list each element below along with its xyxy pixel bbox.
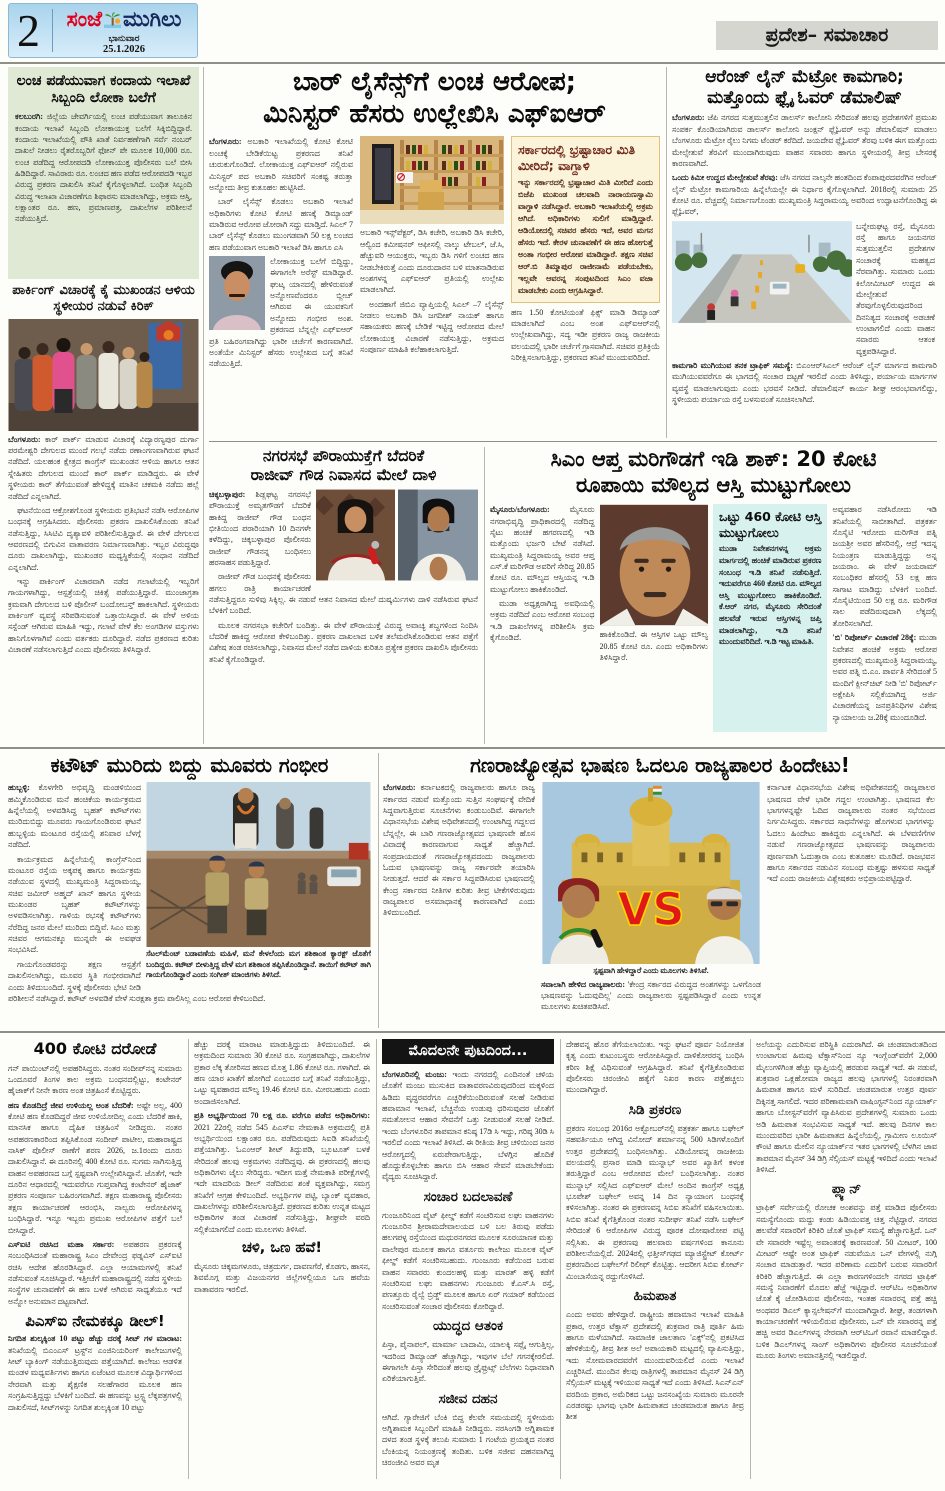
article-text: ದೇಹವನ್ನ ಹೊರ ತೆಗೆಯಲಾಯಿತು. ಇನ್ನು ಘಟನೆ ಪೂರ್ವ ನಿಯೋಜಿತ ಕೃತ್ಯ ಎಂದು ಕುಟುಂಬಸ್ಥರು ಆರೋಪಿಸಿದ್ದಾರೆ. ದಾಳಿಕೋರರನ್ನ ಬಂಧಿಸಿ ಕಠಿಣ ಶಿಕ್ಷೆ ವಿಧಿಸುವಂತೆ ಆಗ್ರಹಿಸಿದ್ದಾರೆ. ತನಿಖೆ ಕೈಗೆತ್ತಿಕೊಂಡಿರುವ ಪೊಲೀಸರು ಚಿರಂಜೀವಿ ಹತ್ಯೆಗೆ ನಿಖರ ಕಾರಣ ಪತ್ತೆಹಚ್ಚಲು ಮುಂದಾಗಿದ್ದಾರೆ. — [566, 1040, 744, 1095]
article-headline-line2: ಮತ್ತೊಂದು ಫ್ಲೈ ಓವರ್ ಡೆಮಾಲಿಷ್ — [707, 87, 902, 108]
governor-vs-cm-photo — [541, 782, 761, 964]
cutout-scene-photo — [146, 782, 371, 947]
article-text: ಆಗಿದೆ. ಗ್ಯಾರೇಜಿಗೆ ಬೆಂಕಿ ಬಿದ್ದ ಕೆಲವೇ ಸಮಯದಲ್ಲಿ ಸ್ಥಳೀಯರು ಅಗ್ನಿಶಾಮಕ ಸಿಬ್ಬಂದಿಗೆ ಮಾಹಿತಿ ನೀಡಿದ್ದರು. ನರಸಿಂಗಡಿ ಅಗ್ನಿಶಾಮಕ ದಳದ ತಂಡ ಸ್ಥಳಕ್ಕೆ ತಲುಪಿ ಸುಮಾರು 1 ಗಂಟೆಯ ಪ್ರಯತ್ನದ ನಂತರ ಬೆಂಕಿಯನ್ನ ನಿಯಂತ್ರಣಕ್ಕೆ ತಂದಿತು. ಬಳಿಕ ಸಜೀವ ದಹನವಾಗಿದ್ದ ಚಿರಂಜೀವಿ ಅವರ ಮೃತ — [382, 1412, 554, 1468]
article-text: ಹೆಚ್ಚು ದರಕ್ಕೆ ಮಾರಾಟ ಮಾಡುತ್ತಿದ್ದುದು ತಿಳಿದುಬಂದಿದೆ. ಈ ಅಕ್ರಮದಿಂದ ಸುಮಾರು 30 ಕೋಟಿ ರೂ. ಸಂಗ್ರಹವಾಗಿದ್ದು, ದಾಖಲೆಗಳ ಪ್ರಕಾರ ಲೆಕ್ಕ ತೋರಿಸದ ಹಣದ ಮೊತ್ತ 1.86 ಕೋಟಿ ರೂ. ಗಳಾಗಿದೆ. ಈ ಹಣ ಯಾರ ಖಾತೆಗೆ ಹೋಗಿದೆ ಎಂಬುದರ ಬಗ್ಗೆ ತನಿಖೆ ನಡೆಯುತ್ತಿದ್ದು, ಒಟ್ಟು ವ್ಯವಹಾರದ ಮೌಲ್ಯ 19.46 ಕೋಟಿ ರೂ. ಮೀರಬಹುದು ಎಂದು ಅಂದಾಜಿಸಲಾಗಿದೆ. — [194, 1040, 370, 1106]
article-text: 2021 22ರಲ್ಲಿ ನಡೆದ 545 ಪಿಎಸ್ಐ ನೇಮಕಾತಿ ಅಕ್ರಮದಲ್ಲಿ ಪ್ರತಿ ಅಭ್ಯರ್ಥಿಯಿಂದ ಲಕ್ಷಾಂತರ ರೂ. ಪಡೆದಿರುವುದು ಸಿಐಡಿ ತನಿಖೆಯಲ್ಲಿ ಪತ್ತೆಯಾಗಿತ್ತು. ಓಎಂಆರ್ ಶೀಟ್ ತಿದ್ದುಪಡಿ, ಬ್ಲೂಟೂತ್ ಬಳಕೆ ಸೇರಿದಂತೆ ಹಲವು ಅಕ್ರಮಗಳು ನಡೆದಿದ್ದವು. ಈ ಪ್ರಕರಣದಲ್ಲಿ ಹಲವು ಅಧಿಕಾರಿಗಳು ಜೈಲು ಸೇರಿದ್ದರು. ಇದೀಗ ಮತ್ತೆ ನೇಮಕಾತಿ ಪರೀಕ್ಷೆಗಳಲ್ಲಿ ಇದೇ ಮಾದರಿಯ ಡೀಲ್ ನಡೆದಿರುವ ಶಂಕೆ ವ್ಯಕ್ತವಾಗಿದ್ದು, ಸಮಗ್ರ ತನಿಖೆಗೆ ಆಗ್ರಹ ಕೇಳಿಬಂದಿದೆ. ಅಭ್ಯರ್ಥಿಗಳ ಪಟ್ಟಿ, ಬ್ಯಾಂಕ್ ವ್ಯವಹಾರ, ದಾಖಲೆಗಳನ್ನು ಪರಿಶೀಲಿಸಲಾಗುತ್ತಿದೆ. ಪ್ರಕರಣದ ಕುರಿತು ಉನ್ನತ ಮಟ್ಟದ ಅಧಿಕಾರಿಗಳ ತಂಡ ವಿಚಾರಣೆ ನಡೆಸುತ್ತಿದ್ದು, ಶೀಘ್ರವೇ ವರದಿ ಸಲ್ಲಿಕೆಯಾಗಲಿದೆ ಎಂದು ಮೂಲಗಳು ತಿಳಿಸಿವೆ. — [194, 1122, 370, 1234]
article-headline-line1: ಬಾರ್ ಲೈಸೆನ್ಸ್‌ಗೆ ಲಂಚ ಆರೋಪ; — [292, 67, 577, 97]
article-text: ಹಣ 1.50 ಕೋಟಿಯಂತೆ ಫಿಕ್ಸ್ ಮಾಡಿ ಡಿಮ್ಯಾಂಡ್ ಮಾಡಲಾಗಿದೆ ಎಂಬ ಅಂಶ ಎಫ್‌ಐಆರ್‌ನಲ್ಲಿ ಉಲ್ಲೇಖವಾಗಿದ್ದು, ಸದ್ಯ ಇಡೀ ಪ್ರಕರಣ ರಾಜ್ಯ ರಾಜಕೀಯ ವಲಯದಲ್ಲಿ ಭಾರೀ ಚರ್ಚೆಗೆ ಗ್ರಾಸವಾಗಿದೆ. ಸಚಿವರ ಪ್ರತಿಕ್ರಿಯೆ ನಿರೀಕ್ಷಿಸಲಾಗುತ್ತಿದ್ದು, ಪ್ರಕರಣದ ತನಿಖೆ ಮುಂದುವರಿದಿದೆ. — [511, 307, 660, 363]
article-text: ಎಂದು ಅವರು ಹೇಳಿದ್ದಾರೆ. ರಾಷ್ಟ್ರೀಯ ಹವಾಮಾನ ಇಲಾಖೆ ಮಾಹಿತಿ ಪ್ರಕಾರ, ಉತ್ತರ ಟೆಕ್ಸಾಸ್ ಪ್ರದೇಶದಲ್ಲಿ ಶುಕ್ರವಾರ ರಾತ್ರಿ ಪೂರ್ತಿ ಹಿಮ ಹಾಗೂ ಮಳೆಯಾಗಿದೆ. ಸಾಮಾಜಿಕ ಜಾಲತಾಣ 'ಎಕ್ಸ್'ನಲ್ಲಿ ಪ್ರಕಟಿಸಿದ ಹೇಳಿಕೆಯಲ್ಲಿ, ತೀವ್ರ ಶೀತ ಅಲೆ ಅಪಾಯಕಾರಿ ಮಟ್ಟದಲ್ಲಿ ವ್ಯಾಪಿಸುತ್ತಿದ್ದು, ಇದು ಸೋಮವಾರದವರೆಗೆ ಮುಂದುವರಿಯಲಿದೆ ಎಂದು ಇಲಾಖೆ ಎಚ್ಚರಿಸಿದೆ. ಮುಂದಿನ ಕೆಲವು ರಾತ್ರಿಗಳಲ್ಲಿ ತಾಪಮಾನ ಮೈನಸ್ 24 ಡಿಗ್ರಿ ಸೆಲ್ಸಿಯಸ್ ಮಟ್ಟಕ್ಕೆ ಇಳಿಯುವ ಸಾಧ್ಯತೆ ಇದೆ ಎಂದು ತಿಳಿಸಿದೆ. ಸಿಎನ್ಎನ್ ವರದಿಯ ಪ್ರಕಾರ, ಅಮೆರಿಕದ ಒಟ್ಟು ಜನಸಂಖ್ಯೆಯ ಸುಮಾರು ಮೂರನೇ ಎರಡರಷ್ಟು ಭಾಗವು ಭಾರೀ ಹಿಮಪಾತದ ಚಂಡಮಾರುತ ಹಾಗೂ ತೀವ್ರ ಶೀತ — [566, 1310, 744, 1422]
liquor-shop-photo — [360, 136, 504, 224]
column-divider — [560, 1039, 561, 1479]
sub-headline: ಹಿಮಪಾತ — [633, 1287, 677, 1304]
article-headline-line2: ರೂಪಾಯಿ ಮೌಲ್ಯದ ಆಸ್ತಿ ಮುಟ್ಟುಗೋಲು — [575, 472, 851, 497]
dateline: ಮೈಸೂರು/ಬೆಂಗಳೂರು: — [490, 505, 550, 515]
column-divider — [188, 1039, 189, 1479]
edition-date: 25.1.2026 — [103, 43, 145, 55]
article-text: ಕಾರ್ ಪಾರ್ಕ್ ಮಾಡುವ ವಿಚಾರಕ್ಕೆ ವಿದ್ಯಾರಣ್ಯಪುರ ದುರ್ಗಾ ಪರಮೇಶ್ವರಿ ದೇಗುಲದ ಮುಂದೆ ಗಲಭೆ ನಡೆದು ರಣಾಂಗಣವಾಗಿರುವ ಘಟನೆ ನಡೆದಿದೆ. ಯಲಹಂಕ ಕ್ಷೇತ್ರದ ಕಾಂಗ್ರೆಸ್ ಮುಖಂಡನ ಆಳಿಯ ಹಾಗೂ ಆತನ ಸ್ನೇಹಿತರು ದೇಗುಲದ ಮುಂದೆ ಕಾರ್ ಪಾರ್ಕ್ ಮಾಡಿದ್ದರು. ಈ ವೇಳೆ ಸ್ಥಳೀಯರು ಕಾರ್ ತೆಗೆಯುವಂತೆ ಹೇಳಿದ್ದಕ್ಕೆ ಮಾತಿನ ಚಕಮಕಿ ನಡೆದು ಹಲ್ಲೆ ನಡೆದಿದೆ ಎನ್ನಲಾಗಿದೆ. — [8, 434, 199, 501]
highlight-box — [511, 136, 660, 302]
story-column — [383, 782, 535, 1020]
story-column — [360, 136, 504, 426]
article-headline: ಚಳಿ, ಒಣ ಹವೆ! — [242, 1240, 322, 1257]
masthead — [8, 3, 198, 58]
sub-headline: ಸಂಚಾರ ಬದಲಾವಣೆ — [423, 1188, 513, 1205]
article-text: ಘಟನೆಯಿಂದ ಆಕ್ರೋಶಗೊಂಡ ಸ್ಥಳೀಯರು ಪ್ರತಿಭಟನೆ ನಡೆಸಿ ಆರೋಪಿಗಳ ಬಂಧನಕ್ಕೆ ಆಗ್ರಹಿಸಿದರು. ಪೊಲೀಸರು ಪ್ರಕರಣ ದಾಖಲಿಸಿಕೊಂಡು ತನಿಖೆ ನಡೆಸುತ್ತಿದ್ದು, ಸಿಸಿಟಿವಿ ದೃಶ್ಯಾವಳಿ ಪರಿಶೀಲಿಸುತ್ತಿದ್ದಾರೆ. ಈ ವೇಳೆ ದೇಗುಲದ ಆವರಣದಲ್ಲಿ ಬಿಗುವಿನ ವಾತಾವರಣ ನಿರ್ಮಾಣವಾಗಿತ್ತು. ಇಬ್ಬರ ವಿರುದ್ಧವೂ ದೂರು ದಾಖಲಾಗಿದ್ದು, ಮುಖಂಡರ ಮಧ್ಯಸ್ಥಿಕೆಯಲ್ಲಿ ಸಂಧಾನ ನಡೆದಿದೆ ಎನ್ನಲಾಗಿದೆ. — [8, 505, 199, 572]
article-text: ಇಂದು ನಗರದಲ್ಲಿ ಎಂದಿನಂತೆ ಚಳಿಯ ಜೊತೆಗೆ ಮಂಜು ಮುಸುಕಿದ ವಾತಾವರಣವಿರುವುದರಿಂದ ಮಕ್ಕಳಿಂದ ಹಿಡಿದು ವೃದ್ಧರವರೆಗೂ ಎಚ್ಚರಿಕೆಯಿಂದಿರುವಂತೆ ಸಲಹೆ ನೀಡಿರುವ ಹವಾಮಾನ ಇಲಾಖೆ, ಬೆಚ್ಚನೆಯ ಉಡುಪು ಧರಿಸುವುದರ ಜೊತೆಗೆ ಸಮತೋಲನ ಆಹಾರ ಸೇವನೆಗೆ ಒತ್ತು ನೀಡುವಂತೆ ಸಲಹೆ ನೀಡಿದೆ. ಇಂದು ಬೆಂಗಳೂರಿನ ತಾಪಮಾನ ಕನಿಷ್ಠ 17ಡಿ ಸಿ ಇದ್ದು, ಗರಿಷ್ಠ 30ಡಿ ಸಿ ಇರಲಿದೆ ಎಂದು ಇಲಾಖೆ ತಿಳಿಸಿದೆ. ಈ ರೀತಿಯ ತೀವ್ರ ಚಳಿಯಿಂದ ಜನರ ಆರೋಗ್ಯದಲ್ಲಿ ಏರುಪೇರಾಗುತ್ತಿದ್ದು, ಬೆಳಗ್ಗಿನ ಹೊದಿಕೆ ಹೊದ್ದುಕೊಳ್ಳಬೇಕು ಹಾಗೂ ಬಿಸಿ ಆಹಾರ ಸೇವನೆ ಮಾಡಬೇಕೆಂದು ವೈದ್ಯರು ಸೂಚಿಸಿದ್ದಾರೆ. — [382, 1070, 554, 1182]
article-text: ಅಂದಹಾಗೆ ಜಿಬಿಎ ವ್ಯಾಪ್ತಿಯಲ್ಲಿ ಸಿಎಲ್ –7 ಲೈಸೆನ್ಸ್ ನೀಡಲು ಅಬಕಾರಿ ಡಿಸಿ ಜಗದೀಶ್ ನಾಯಕ್ ಹಾಗೂ ಸಹಾಯಕರು ಹಣಕ್ಕೆ ಬೇಡಿಕೆ ಇಟ್ಟಿದ್ದ ಆರೋಪದ ಮೇಲೆ ಲೋಕಾಯುಕ್ತ ವಿಚಾರಣೆ ನಡೆಸುತ್ತಿದ್ದು, ಅಕ್ರಮದ ಸಂಪೂರ್ಣ ಮಾಹಿತಿ ಕಲೆಹಾಕಲಾಗುತ್ತಿದೆ. — [360, 299, 504, 355]
palm-tree-icon — [104, 11, 121, 28]
bottom-column-3 — [382, 1039, 554, 1485]
article-text: ಲೋಕಾಯುಕ್ತ ಬಲೆಗೆ ಬಿದ್ದಿದ್ದು, ಈಗಾಗಲೇ ಅರೆಸ್ಟ್ ಮಾಡಿದ್ದಾರೆ. ಘುಟ್ಕ ಯಾನದಲ್ಲಿ ಹೇಳಿರುವಂತೆ ಅನ್ನೋಣವೆಂದರೂ ಬ್ಲೀಚ್ ಆಗಿರುವ ಈ ಯುವಕನಿಗೆ ಅನ್ನೋದು ಗಂಭೀರ ಅಂಶ. ಪ್ರಕರಣದ ಬೆನ್ನಲ್ಲೇ ಎಫ್‌ಐಆರ್ ಪ್ರತಿ ಬಹಿರಂಗವಾಗಿದ್ದು ಭಾರೀ ಚರ್ಚೆಗೆ ಕಾರಣವಾಗಿದೆ. ಅಂತೆಯೇ ಮಿನಿಸ್ಟರ್ ಹೆಸರು ಉಲ್ಲೇಖದ ಬಗ್ಗೆ ತನಿಖೆ ನಡೆಯುತ್ತಿದೆ. — [209, 257, 353, 369]
inline-subhead: ಹಣ ಕೊಡದಿದ್ರೆ ಜೀವ ಉಳಿಯಲ್ಲ ಅಂತ ಬೆದರಿಕೆ: — [8, 1100, 134, 1110]
article-text: ಜಿಲ್ಲೆಯ ಜೇವರ್ಗಿಯಲ್ಲಿ ಲಂಚ ಪಡೆಯುವಾಗ ತಾಲೂಕಿನ ಕಂದಾಯ ಇಲಾಖೆ ಸಿಬ್ಬಂದಿ ಲೋಕಾಯುಕ್ತ ಬಲೆಗೆ ಸಿಕ್ಕಿಬಿದ್ದಿದ್ದಾರೆ. ಕಂದಾಯ ಇಲಾಖೆಯಲ್ಲಿ ಪೌತಿ ಖಾತೆ ನಿರ್ವಹಣೆಗಾಗಿ ಸರ್ವೆ ನಂಬರ್ ದಾಖಲೆ ನೀಡಲು ರೈತರೊಬ್ಬರಿಗೆ ಫೋನ್ ಪೇ ಮೂಲಕ 10,000 ರೂ. ಲಂಚ ಪಡೆದಿದ್ದ ಆರೋಪದಡಿ ಲೋಕಾಯುಕ್ತ ಪೊಲೀಸರು ಬಲೆ ಬೀಸಿ ಹಿಡಿದಿದ್ದಾರೆ. ಸಾವಿರಾರು ರೂ. ಲಂಚದ ಹಣ ಪಡೆದ ಆರೋಪದಡಿ ಇಬ್ಬರ ವಿರುದ್ಧ ಪ್ರಕರಣ ದಾಖಲಿಸಿ ತನಿಖೆ ಕೈಗೊಳ್ಳಲಾಗಿದೆ. ಬಂಧಿತ ಸಿಬ್ಬಂದಿ ವಿರುದ್ಧ ಇಲಾಖಾ ವಿಚಾರಣೆಗೂ ಶಿಫಾರಸು ಮಾಡಲಾಗಿದ್ದು, ಅಕ್ರಮ ಆಸ್ತಿ, ಲಕ್ಷಾಂತರ ರೂ. ಹಣ, ಪ್ರಮಾಣಪತ್ರ, ದಾಖಲೆಗಳ ಪರಿಶೀಲನೆ ನಡೆಯುತ್ತಿದೆ. — [15, 112, 192, 224]
article-headline: ಲಂಚ ಪಡೆಯುವಾಗ ಕಂದಾಯ ಇಲಾಖೆ ಸಿಬ್ಬಂದಿ ಲೋಕಾ ಬಲೆಗೆ — [16, 73, 191, 107]
article-text: ಕೊಳಗೇರಿ ಅಭಿವೃದ್ಧಿ ಮಂಡಳಿಯಿಂದ ಹಮ್ಮಿಕೊಂಡಿರುವ ಮನೆ ಹಂಚಿಕೆಯ ಕಾರ್ಯಕ್ರಮದ ಹಿನ್ನೆಲೆಯಲ್ಲಿ ಅಳವಡಿಸಿದ್ದ ಬೃಹತ್ ಕಟೌಟ್‌ಗಳು ಮುರಿದುಬಿದ್ದು ಮೂವರು ಗಾಯಗೊಂಡಿರುವ ಘಟನೆ ಹುಬ್ಬಳ್ಳಿಯ ಮಂಟೂರ ರಸ್ತೆಯಲ್ಲಿ ಶನಿವಾರ ಬೆಳಗ್ಗೆ ನಡೆದಿದೆ. — [8, 783, 141, 850]
dateline: ಕಲಬುರಗಿ: — [15, 112, 44, 122]
parking-crowd-photo — [8, 319, 199, 431]
article-text: ಕರ್ನಾಟಕದಲ್ಲಿ ರಾಜ್ಯಪಾಲರು ಹಾಗೂ ರಾಜ್ಯ ಸರ್ಕಾರದ ನಡುವೆ ಮತ್ತೊಂದು ಸುತ್ತಿನ ಸಂಘರ್ಷಕ್ಕೆ ವೇದಿಕೆ ಸಿದ್ದವಾಗುತ್ತಿರುವ ಸೂಚನೆಗಳು ಕಂಡುಬಂದಿವೆ. ಈಗಾಗಲೇ ವಿಧಾನಸಭೆಯ ವಿಶೇಷ ಅಧಿವೇಶನದಲ್ಲಿ ಉಂಟಾಗಿದ್ದ ಗದ್ದಲದ ಬೆನ್ನಲ್ಲೇ, ಈ ಬಾರಿ ಗಣರಾಜ್ಯೋತ್ಸವದ ಭಾಷಣವೇ ಹೊಸ ವಿವಾದಕ್ಕೆ ಕಾರಣವಾಗುವ ಸಾಧ್ಯತೆ ಹೆಚ್ಚಾಗಿದೆ. ಸಂಪ್ರದಾಯದಂತೆ ಗಣರಾಜ್ಯೋತ್ಸವದಂದು ರಾಜ್ಯಪಾಲರು ಓದುವ ಭಾಷಣವನ್ನು ರಾಜ್ಯ ಸರ್ಕಾರವೇ ತಯಾರಿಸಿ ನೀಡುತ್ತದೆ. ಆದರೆ ಈ ಸರ್ಕಾರ ಸಿದ್ದಪಡಿಸಿರುವ ಭಾಷಣದಲ್ಲಿ ಕೇಂದ್ರ ಸರ್ಕಾರದ ನೀತಿಗಳ ಕುರಿತು ತೀವ್ರ ಟೀಕೆಗಳಿರುವುದು ರಾಜ್ಯಪಾಲರ ಅಸಮಾಧಾನಕ್ಕೆ ಕಾರಣವಾಗಿದೆ ಎಂದು ತಿಳಿದುಬಂದಿದೆ. — [383, 783, 535, 918]
article-text: ಜೆಸಿ ನಗರದ ನಾಲ್ಕನೇ ಹಂತದಿಂದ ಕೆಂಪಾಪುರದವರೆಗಿನ ಆರೆಂಜ್ ಲೈನ್ ಮೆಟ್ರೋ ಕಾಮಗಾರಿಯ ಹಿನ್ನೆಲೆಯಲ್ಲೇ ಈ ನಿರ್ಧಾರ ಕೈಗೊಳ್ಳಲಾಗಿದೆ. 2018ರಲ್ಲಿ ಸುಮಾರು 25 ಕೋಟಿ ರೂ. ವೆಚ್ಚದಲ್ಲಿ ನಿರ್ಮಾಣಗೊಂಡು ಮುಖ್ಯಮಂತ್ರಿ ಸಿದ್ದರಾಮಯ್ಯ ಅವರಿಂದ ಉದ್ಘಾಟನೆಗೊಂಡಿದ್ದ ಈ ಫ್ಲೈಓವರ್, — [672, 173, 937, 217]
inline-subhead: ಒಂದು ಕಿಮೀ ಉದ್ದದ ಮೇಲ್ಸೇತುವೆ ತೆರವು: — [672, 173, 778, 183]
article-text: ಜೆಪಿ ನಗರದ ಸುತ್ತಮುತ್ತಲಿನ ಡಾಲರ್ಸ್ ಕಾಲೋನಿ ಸೇರಿದಂತೆ ಹಲವು ಪ್ರದೇಶಗಳಿಗೆ ಪ್ರಮುಖ ಸಂಪರ್ಕ ಕೊಂಡಿಯಾಗಿರುವ ಡಾಲರ್ಸ್ ಕಾಲೋನಿ ಜಂಕ್ಷನ್ ಫ್ಲೈಓವರ್ ಅನ್ನು ಡೆಮಾಲಿಷನ್ ಮಾಡಲು ಬೆಂಗಳೂರು ಮೆಟ್ರೋ ರೈಲು ನಿಗಮ ಟೆಂಡರ್ ಕರೆದಿದೆ. ಜಯದೇವ ಫ್ಲೈಓವರ್ ತೆರವು ಬಳಿಕ ಈಗ ಮತ್ತೊಂದು ಮೇಲ್ಸೇತುವೆ ತೆರವಿಗೆ ಮುಂದಾಗಿರುವುದು ವಾಹನ ಸವಾರರು ಹಾಗೂ ಸ್ಥಳೀಯರಲ್ಲಿ ತೀವ್ರ ಬೇಸರಕ್ಕೆ ಕಾರಣವಾಗಿದೆ. — [672, 113, 937, 168]
story-column — [490, 504, 595, 732]
header-rule — [0, 62, 945, 64]
article-text: ರಾಜೀವ್ ಗೌಡ ಬಂಧನಕ್ಕೆ ಪೊಲೀಸರು ಹಗಲು ರಾತ್ರಿ ಕಾರ್ಯಾಚರಣೆ ನಡೆಸುತ್ತಿದ್ದರೂ ಸುಳಿವು ಸಿಕ್ಕಿಲ್ಲ. ಈ ನಡುವೆ ಆತನ ನಿವಾಸದ ಮೇಲೆ ದುಷ್ಕರ್ಮಿಗಳು ದಾಳಿ ನಡೆಸಿರುವ ಘಟನೆ ಬೆಳಕಿಗೆ ಬಂದಿದೆ. — [209, 572, 478, 616]
article-text: ಕಾರ್ಯಕ್ರಮದ ಹಿನ್ನೆಲೆಯಲ್ಲಿ ಕಾಂಗ್ರೆಸ್‌ನಿಂದ ಮಂಟೂರ ರಸ್ತೆಯ ಅಕ್ಕಪಕ್ಕ ಹಾಗೂ ಕಾರ್ಯಕ್ರಮ ನಡೆಯುವ ಸ್ಥಳದಲ್ಲಿ ಮುಖ್ಯಮಂತ್ರಿ ಸಿದ್ದರಾಮಯ್ಯ, ಸಚಿವ ಜಮೀರ್ ಅಹ್ಮದ್ ಖಾನ್ ಹಾಗೂ ಸ್ಥಳೀಯ ಮುಖಂಡರ ಬೃಹತ್ ಕಟೌಟ್‌ಗಳನ್ನು ಅಳವಡಿಸಲಾಗಿತ್ತು. ಗಾಳಿಯ ರಭಸಕ್ಕೆ ಕಟೌಟ್‌ಗಳು ನೆರೆದಿದ್ದ ಜನರ ಮೇಲೆ ಮುರಿದು ಬಿದ್ದಿವೆ. ಸಿಎಂ ಮತ್ತು ಸಚಿವರ ಆಗಮನಕ್ಕೂ ಮುನ್ನವೇ ಈ ಅವಘಡ ಸಂಭವಿಸಿದೆ. — [8, 854, 141, 955]
article-headline-line1: ನಗರಸಭೆ ಪೌರಾಯುಕ್ತೆಗೆ ಬೆದರಿಕೆ — [262, 447, 425, 465]
inline-subhead: ಪ್ರತಿ ಅಭ್ಯರ್ಥಿಯಿಂದ 70 ಲಕ್ಷ ರೂ. ವರೆಗೂ ಪಡೆದ ಅಧಿಕಾರಿಗಳು: — [194, 1111, 370, 1121]
paper-name-red: ಸಂಜೆ — [66, 6, 102, 31]
article-text: ಅಲೆಯನ್ನು ಎದುರಿಸುವ ಪರಿಸ್ಥಿತಿ ಎದುರಾಗಿದೆ. ಈ ಚಂಡಮಾರುತದಿಂದ ಉಂಟಾಗುವ ಹಿಮವು ಟೆಕ್ಸಾಸ್‌ನಿಂದ ನ್ಯೂ ಇಂಗ್ಲೆಂಡ್‌ವರೆಗೆ 2,000 ಮೈಲುಗಳಿಗಿಂತ ಹೆಚ್ಚು ವ್ಯಾಪ್ತಿಯಲ್ಲಿ ಹರಡುವ ಸಾಧ್ಯತೆ ಇದೆ. ಈ ನಡುವೆ, ಶುಕ್ರವಾರ ಒಕ್ಲಹೋಮಾ ರಾಜ್ಯದ ಹಲವು ಭಾಗಗಳಲ್ಲಿ ನಿರಂತರವಾಗಿ ಹಿಮಪಾತ ಹಾಗೂ ಮಳೆ ಸುರಿದಿದೆ. ಚಂಡಮಾರುತ ಉತ್ತರ ಪೂರ್ವ ದಿಕ್ಕಿನತ್ತ ಸಾಗಲಿದೆ. ಇದರ ಪರಿಣಾಮವಾಗಿ ವಾಷಿಂಗ್ಟನ್‌ನಿಂದ ನ್ಯೂಯಾರ್ಕ್ ಹಾಗೂ ಬೋಸ್ಟನ್‌ವರೆಗೆ ವ್ಯಾಪಿಸಿರುವ ಪ್ರದೇಶಗಳಲ್ಲಿ ಸುಮಾರು ಒಂದು ಅಡಿ ಹಿಮಪಾತ ಸಂಭವಿಸುವ ಸಾಧ್ಯತೆ ಇದೆ. ಹಲವು ದಿನಗಳ ಕಾಲ ಮುಂದುವರಿದ ಭಾರೀ ಹಿಮಪಾತದ ಹಿನ್ನೆಲೆಯಲ್ಲಿ, ಗ್ರಾಮೀಣ ಲೂಯಿಸ್ ಕೌಂಟಿ ಹಾಗೂ ಮೇಲಿನ ನ್ಯೂಯಾರ್ಕ್‌ನ ಇತರ ಭಾಗಗಳಲ್ಲಿ ಬೆಳಗಿನ ಜಾವ ತಾಪಮಾನ ಮೈನಸ್ 34 ಡಿಗ್ರಿ ಸೆಲ್ಸಿಯಸ್ ಮಟ್ಟಕ್ಕೆ ಇಳಿದಿದೆ ಎಂದು ಇಲಾಖೆ ತಿಳಿಸಿದೆ. — [756, 1040, 937, 1174]
article-commissioner-threat — [209, 447, 478, 744]
article-governor-speech — [383, 753, 937, 1028]
bottom-column-2 — [194, 1039, 370, 1485]
article-text: ಮೈಸೂರು ನಗರಾಭಿವೃದ್ಧಿ ಪ್ರಾಧಿಕಾರದಲ್ಲಿ ನಡೆದಿದ್ದ ಸೈಟು ಹಂಚಿಕೆ ಹಗರಣದಲ್ಲಿ ಇಡಿ ಮತ್ತೊಂದು ಭರ್ಜರಿ ಬೇಟೆ ನಡೆಸಿದೆ. ಮುಖ್ಯಮಂತ್ರಿ ಸಿದ್ದರಾಮಯ್ಯ ಅವರ ಆಪ್ತ ಎಸ್.ಕೆ ಮರಿಗೌಡ ಅವರಿಗೆ ಸೇರಿದ್ದ 20.85 ಕೋಟಿ ರೂ. ಮೌಲ್ಯದ ಆಸ್ತಿಯನ್ನ ಇ.ಡಿ ಮುಟ್ಟುಗೋಲು ಹಾಕಿಕೊಂಡಿದೆ. — [490, 505, 595, 594]
article-text: ಮೂಲಕ ನಗರಸಭಾ ಕಚೇರಿಗೆ ಬಂದಿತ್ತು. ಈ ವೇಳೆ ಪೌರಾಯುಕ್ತೆ ವಿರುದ್ಧ ಅವಾಚ್ಯ ಶಬ್ದಗಳಿಂದ ನಿಂದಿಸಿ ಬೆದರಿಕೆ ಹಾಕಿದ್ದ ಆರೋಪ ಕೇಳಿಬಂದಿತ್ತು. ಪ್ರಕರಣ ದಾಖಲಾದ ಬಳಿಕ ತಲೆಮರೆಸಿಕೊಂಡಿರುವ ಆತನ ಪತ್ತೆಗೆ ವಿಶೇಷ ತಂಡ ರಚಿಸಲಾಗಿದ್ದು, ನಿವಾಸದ ಮೇಲೆ ನಡೆದ ದಾಳಿಯ ಕುರಿತೂ ಪ್ರತ್ಯೇಕ ಪ್ರಕರಣ ದಾಖಲಿಸಿ ಪೊಲೀಸರು ತನಿಖೆ ಕೈಗೊಂಡಿದ್ದಾರೆ. — [209, 620, 478, 664]
article-headline: ಗಣರಾಜ್ಯೋತ್ಸವ ಭಾಷಣ ಓದಲೂ ರಾಜ್ಯಪಾಲರ ಹಿಂದೇಟು! — [470, 753, 850, 777]
edition-day: ಭಾನುವಾರ — [108, 32, 140, 43]
bottom-column-1 — [8, 1039, 182, 1485]
article-headline: ಪಾರ್ಕಿಂಗ್ ವಿಚಾರಕ್ಕೆ ಕೈ ಮುಖಂಡನ ಆಳಿಯ ಸ್ಥಳೀಯರ ನಡುವೆ ಕಿರಿಕ್ — [12, 283, 195, 314]
article-headline: 400 ಕೋಟಿ ದರೋಡೆ — [33, 1039, 157, 1058]
article-loka-trap — [8, 67, 199, 279]
inline-subhead: ಎಸ್ಐಟಿ ರಚಿಸಿದ ಮಹಾ ಸರ್ಕಾರ: — [8, 1239, 115, 1249]
column-divider — [750, 1039, 751, 1479]
column-divider — [484, 447, 485, 744]
dateline: ಬೆಂಗಳೂರು: — [8, 434, 41, 444]
highlight-title: ಸರ್ಕಾರದಲ್ಲಿ ಭ್ರಷ್ಟಾಚಾರ ಮಿತಿ ಮೀರಿದೆ; ವಾಗ್ದಾಳಿ — [518, 142, 636, 174]
article-headline-line2: ಮಿನಿಸ್ಟರ್ ಹೆಸರು ಉಲ್ಲೇಖಿಸಿ ಎಫ್‌ಐಆರ್ — [263, 98, 606, 129]
article-metro-demolish — [672, 67, 937, 438]
article-headline: ಪಿಎಸ್ಐ ನೇಮಕಕ್ಕೂ ಡೀಲ್! — [25, 1312, 165, 1331]
photo-side-text: ಬನ್ನೇರುಘಟ್ಟ ರಸ್ತೆ, ಮೈಸೂರು ರಸ್ತೆ ಹಾಗೂ ಜಯನಗರ ಸುತ್ತಮುತ್ತಲಿನ ಪ್ರದೇಶಗಳ ಸಂಚಾರಕ್ಕೆ ಮಹತ್ವದ ನೆರವಾಗಿತ್ತು. ಸುಮಾರು ಒಂದು ಕಿಲೋಮೀಟರ್ ಉದ್ದದ ಈ ಮೇಲ್ಸೇತುವೆ ತೆರವುಗೊಳ್ಳಲಿರುವುದರಿಂದ ದಿನನಿತ್ಯದ ಸಂಚಾರಕ್ಕೆ ಅಡಚಣೆ ಉಂಟಾಗಲಿದೆ ಎಂದು ವಾಹನ ಸವಾರರು ಆತಂಕ ವ್ಯಕ್ತಪಡಿಸಿದ್ದಾರೆ. — [856, 221, 935, 356]
article-text: ಇನ್ನು ಪಾರ್ಕಿಂಗ್ ವಿಚಾರವಾಗಿ ನಡೆದ ಗಲಾಟೆಯಲ್ಲಿ ಇಬ್ಬರಿಗೆ ಗಾಯಗಳಾಗಿದ್ದು, ಆಸ್ಪತ್ರೆಯಲ್ಲಿ ಚಿಕಿತ್ಸೆ ಪಡೆಯುತ್ತಿದ್ದಾರೆ. ಮುಂಜಾಗ್ರತಾ ಕ್ರಮವಾಗಿ ದೇಗುಲದ ಬಳಿ ಪೊಲೀಸ್ ಬಂದೋಬಸ್ತ್ ಹಾಕಲಾಗಿದೆ. ಸ್ಥಳೀಯರು ಪಾರ್ಕಿಂಗ್ ವ್ಯವಸ್ಥೆ ಸರಿಪಡಿಸುವಂತೆ ಒತ್ತಾಯಿಸಿದ್ದಾರೆ. ಈ ವೇಳೆ ಅಳಿಯ ಸಸ್ಪೆಂಡ್ ಆಗಿರುವ ಮಾಹಿತಿ ಇದ್ದು, ಗಲಾಟೆ ವೇಳೆ ಕೆಲ ಅಂಗಡಿಗಳ ವಸ್ತುಗಳು ಹಾನಿಗೊಳಗಾಗಿವೆ ಎಂದು ವರ್ತಕರು ದೂರಿದ್ದಾರೆ. ನಡೆದ ಪ್ರಕರಣದ ಕುರಿತು ವಿಚಾರಣೆ ನಡೆಸಲಾಗುತ್ತಿದೆ ಎಂದು ಪೊಲೀಸರು ತಿಳಿಸಿದ್ದಾರೆ. — [8, 577, 199, 655]
sub-headline: ಪ್ಲ್ಯಾನ್ — [831, 1181, 862, 1198]
article-text: ಪಿಸ್ತಾ, ಪೈನಾಪಲ್, ಮಾರ್ಮಾ ಬಾದಾಮಿ, ಯಾಲಕ್ಕಿ ಸಪ್ಲೈ ಆಗುತ್ತಿಲ್ಲ, ಇದರಿಂದ ಡಿಮ್ಯಾಂಡ್ ಹೆಚ್ಚಾಗಿದ್ದು, ಇವುಗಳ ಬೆಲೆ ಗಗನಕ್ಕೇರಲಿದೆ. ಈಗಾಗಲೇ ಪಿಸ್ತಾ ಸೇರಿದಂತೆ ಹಲವು ಡ್ರೈಫ್ರುಟ್ಸ್ ಬೆಲೆಗಳು ನಿಧಾನವಾಗಿ ಏರಿಕೆಯಾಗುತ್ತಿವೆ. — [382, 1340, 554, 1384]
bottom-column-4 — [566, 1039, 744, 1485]
article-headline-line1: ಸಿಎಂ ಆಪ್ತ ಮರಿಗೌಡಗೆ ಇಡಿ ಶಾಕ್: 20 ಕೋಟಿ — [550, 447, 877, 471]
column-divider — [376, 1039, 377, 1479]
story-column — [541, 782, 761, 1020]
flyover-photo — [672, 221, 852, 323]
inline-subhead: ಕಾಮಗಾರಿ ಮುಗಿಯುವ ತನಕ ಟ್ರಾಫಿಕ್ ಸಮಸ್ಯೆ: — [672, 361, 794, 371]
article-text: ಶಿಡ್ಲಘಟ್ಟ ನಗರಸಭೆ ಪೌರಾಯುಕ್ತೆ ಅಮೃತಗೌಡಗೆ ಬೆದರಿಕೆ ಹಾಕಿದ್ದ ರಾಜೀವ್ ಗೌಡ ಬಂಧನ ಭೀತಿಯಿಂದ ಪರಾರಿಯಾಗಿ 10 ದಿನಗಳೇ ಕಳೆದಿದ್ದು, ಚಿಕ್ಕಬಳ್ಳಾಪುರ ಪೊಲೀಸರು ರಾಜೀವ್ ಗೌಡನನ್ನ ಬಂಧಿಸಲು ಹರಸಾಹಸ ಪಡುತ್ತಿದ್ದಾರೆ. — [209, 489, 312, 567]
article-parking-clash — [8, 283, 199, 744]
inline-subhead: ನಿಗದಿತ ಶುಲ್ಕಕ್ಕಿಂತ 10 ಪಟ್ಟು ಹೆಚ್ಚು ದರಕ್ಕೆ ಸೀಟ್ ಗಳ ಮಾರಾಟ: — [8, 1334, 182, 1344]
story-column — [511, 136, 660, 426]
section-rule — [0, 747, 945, 749]
column-divider — [378, 753, 379, 1028]
article-text: ಮುಡಾ ಅಧ್ಯಕ್ಷರಾಗಿದ್ದ ಅವಧಿಯಲ್ಲಿ ಅಕ್ರಮ ನಡೆದಿದೆ ಎಂಬ ಆರೋಪ ಸಂಬಂಧ ಇ.ಡಿ ದಾಖಲೆಗಳನ್ನ ಪರಿಶೀಲಿಸಿ ಕ್ರಮ ಕೈಗೊಂಡಿದೆ. — [490, 599, 595, 643]
article-text: 'ಕೇಂದ್ರ ಸರ್ಕಾರದ ವಿರುದ್ಧದ ಅಂಶಗಳನ್ನು ಒಳಗೊಂಡ ಭಾಷಣವನ್ನು ಓದುವುದಿಲ್ಲ' ಎಂದು ರಾಜ್ಯಪಾಲರು ಸ್ಪಷ್ಟಪಡಿಸಿದ್ದಾರೆ ಎಂದು ಉನ್ನತ ಮೂಲಗಳು ಖಚಿತಪಡಿಸಿವೆ. — [541, 979, 761, 1012]
dateline: ಹುಬ್ಬಳ್ಳಿ: — [8, 783, 30, 793]
article-cutout-collapse — [8, 753, 371, 1028]
article-text: ಮೈಸೂರು ಚಿಕ್ಕಮಗಳೂರು, ಚಿತ್ರದುರ್ಗ, ದಾವಣಗೆರೆ, ಕೊಡಗು, ಹಾಸನ, ಶಿವಮೊಗ್ಗ ಮತ್ತು ವಿಜಯನಗರ ಜಿಲ್ಲೆಗಳಲ್ಲಿಯೂ ಒಣ ಹವೆಯ ವಾತಾವರಣ ಇರಲಿದೆ. — [194, 1261, 370, 1294]
inline-subhead: ಬೆಂಗಳೂರಿನಲ್ಲಿ ಮಂಜು: — [382, 1070, 447, 1079]
article-text: ಮುಡಾ ನಿವೇಶನ ಹಂಚಿಕೆ ಅಕ್ರಮ ಆರೋಪ ಪ್ರಕರಣದಲ್ಲಿ ಮುಖ್ಯಮಂತ್ರಿ ಸಿದ್ದರಾಮಯ್ಯ, ಅವರ ಪತ್ನಿ ಬಿ.ಎಂ. ಪಾರ್ವತಿ ಸೇರಿದಂತೆ 5 ಮಂದಿಗೆ ಕ್ಲೀನ್‌ಚಿಟ್ ನೀಡಿ 'ಬಿ' ರಿಪೋರ್ಟ್ ಅಕ್ಷೇಪಿಸಿ ಸಲ್ಲಿಕೆಯಾಗಿದ್ದ ಅರ್ಜಿ ವಿಚಾರಣೆಯನ್ನ ಜನಪ್ರತಿನಿಧಿಗಳ ವಿಶೇಷ ನ್ಯಾಯಾಲಯ ಜ.28ಕ್ಕೆ ಮುಂದೂಡಿದೆ. — [832, 633, 937, 722]
inline-subhead: 'ಬಿ' ರಿಪೋರ್ಟ್ ವಿಚಾರಣೆ 28ಕ್ಕೆ: — [832, 633, 917, 643]
svg-text:VS: VS — [617, 883, 685, 937]
section-rule — [0, 1031, 945, 1033]
below-photo-text: ಹಾಕಿಕೊಂಡಿದೆ. ಈ ಆಸ್ತಿಗಳ ಒಟ್ಟು ಮೌಲ್ಯ 20.85 ಕೋಟಿ ರೂ. ಎಂದು ಅಧಿಕಾರಿಗಳು ತಿಳಿಸಿದ್ದಾರೆ. — [599, 630, 708, 662]
photo-caption: ಸ್ಪಷ್ಟವಾಗಿ ಹೇಳಿದ್ದಾರೆ ಎಂದು ಮೂಲಗಳು ತಿಳಿಸಿವೆ. — [593, 966, 709, 976]
dateline: ಬೆಂಗಳೂರು: — [209, 137, 242, 147]
article-text: ಟ್ರಾಫಿಕ್ ಸರ್ವೇಯಲ್ಲಿ ರೋಚಕ ಅಂಶವನ್ನು ಪತ್ತೆ ಮಾಡಿದ ಪೊಲೀಸರು ಸಮಸ್ಯೆಗೊಂದು ಮದ್ದು ಕಂಡು ಹಿಡಿಯುವತ್ತ ಚಿತ್ತ ನೆಟ್ಟಿದ್ದಾರೆ. ನಗರದ ಹಲವೆಡೆ ಸವಾರರಿಗೆ ಕಿರಿಕಿರಿ ಜೊತೆ ಟ್ರಾಫಿಕ್ ಸಮಸ್ಯೆ ಹೆಚ್ಚಾಗುತ್ತಿದೆ. ಒನ್ ವೇ ಸವಾರರೇ ಇಷ್ಟೆಲ್ಲ ಅವಾಂತರಕ್ಕೆ ಕಾರಣವಂತೆ. 50 ಮೀಟರ್, 100 ಮೀಟರ್ ಆಷ್ಟೇ ಅಂತ ಟ್ರಾಫಿಕ್ ನಡುವೆಯೂ ಒನ್ ವೇಗಳಲ್ಲಿ ನುಗ್ಗಿ ಸಂಚಾರ ಮಾಡುತ್ತಾರೆ. ಇದರ ಪರಿಣಾಮ ಎದುರಿಗೆ ಬರುವ ಸವಾರರಿಗೆ ಕಿರಿಕಿರಿ ಹೆಚ್ಚಾಗುತ್ತಿದೆ. ಈ ಎಲ್ಲಾ ಕಾರಣಗಳಿಂದಲೇ ನಗರದ ಟ್ರಾಫಿಕ್ ಸಮಸ್ಯೆ ನಿವಾರಣೆಗೆ ಮೊದಲ ಹೆಜ್ಜೆ ಇಟ್ಟಿದ್ದಾರೆ. ಆರ್‌ಟಿಒ ಅಧಿಕಾರಿಗಳ ಜೊತೆ ಕೈ ಜೋಡಿಸಿರುವ ಪೊಲೀಸರು, ಇಂತಹ ಸವಾರರನ್ನ ಪತ್ತೆ ಹಚ್ಚಿ ಅಂಥವರ ಡಿಎಲ್ ಕ್ಯಾನ್ಸಲೇಷನ್‌ಗೆ ಮುಂದಾಗಿದ್ದಾರೆ. ಶೀಘ್ರ, ತಂಡಗಳಾಗಿ ಕಾರ್ಯಾಚರಣೆಗೆ ಇಳಿಯಲಿರುವ ಪೊಲೀಸರು, ಒನ್ ವೇ ಸವಾರರನ್ನ ಪತ್ತೆ ಹಚ್ಚಿ ಅವರ ಡಿಎಲ್‌ಗಳನ್ನ ನೇರವಾಗಿ ಆರ್‌ಟಿಒಗೆ ರವಾನೆ ಮಾಡಲಿದ್ದಾರೆ. ಬಳಿಕ ಡಿಎಲ್‌ಗಳನ್ನ ಸಾಂಗ್ ಅಧಿಕಾರಿಗಳು ಪೊಲೀಸರ ಸೂಚನೆಯಂತೆ ಮೂರು ತಿಂಗಳು ಅಮಾನತ್ತಿನಲ್ಲಿ ಇಡಲಿದ್ದಾರೆ. — [756, 1203, 937, 1361]
article-headline-line2: ರಾಜೀವ್ ಗೌಡ ನಿವಾಸದ ಮೇಲೆ ದಾಳಿ — [250, 465, 437, 484]
article-text: ಅವ್ಯವಹಾರ ನಡೆಸಿರೋದು ಇಡಿ ತನಿಖೆಯಲ್ಲಿ ಸಾಬೀತಾಗಿದೆ. ಪತ್ರಕರ್ತ ಸೊಸೈಟಿ ಇರೋದು ಮರಿಗೌಡ ಪತ್ನಿ ಜಯಶ್ರೀ ಅವರ ಹೆಸರಿನಲ್ಲಿ, ಆದ್ರೆ ಇದನ್ನ ನಿಯಂತ್ರಣ ಮಾಡುತ್ತಿದ್ದದ್ದು ಅನ್ನ ಜಯರಾಂ. ಈ ವೇಳೆ ಜಯರಾಮ್ ಸಂಬಂಧಿಕರ ಹೆಸರಲ್ಲಿ 53 ಲಕ್ಷ ಹಣ ಸಾಗಾಟ ಮಾಡಿದ್ದು ಬೆಳಕಿಗೆ ಬಂದಿದೆ. ಸೊಸೈಟಿಯಿಂದ 50 ಲಕ್ಷ ರೂ. ಮರಿಗೌಡ ಸಾಲ ಪಡೆದಿರುವುದಾಗಿ ಲೆಕ್ಕದಲ್ಲಿ ತೋರಿಸಲಾಗಿದೆ. — [832, 505, 937, 628]
dateline: ಬೆಂಗಳೂರು: — [383, 783, 416, 793]
article-text: ಅಷ್ಟೇ ಅಲ್ಲ, 400 ಕೋಟಿ ಹಣ ಕೊಡದಿದ್ದರೆ ಜೀವ ಉಳಿಯೋದಿಲ್ಲ ಎಂದು ಬೆದರಿಕೆ ಹಾಕಿ, ಮಾನಸಿಕ ಹಾಗೂ ದೈಹಿಕ ಚಿತ್ರಹಿಂಸೆ ನೀಡಿದ್ದರು. ನಂತರ ಅಪಹರಣಕಾರರಿಂದ ತಪ್ಪಿಸಿಕೊಂಡ ಸಂದೀಪ್ ಪಾಟೀಲ, ಮಹಾರಾಷ್ಟ್ರದ ನಾಸಿಕ್ ಪೊಲೀಸ್ ಠಾಣೆಗೆ ಶರಣ 2026, ಜ.1ರಂದು ದೂರು ದಾಖಲಿಸಿದ್ದಾನೆ. ಈ ದೂರಿನಲ್ಲಿ 400 ಕೋಟಿ ರೂ. ಸುಗಮ ಸಾಗಿಸುತ್ತಿದ್ದ ವಾಹನ ಅಪಹರಣದ ಬಗ್ಗೆ ಸ್ಪಷ್ಟವಾಗಿ ಉಲ್ಲೇಖಿಸಿದ್ದಾನೆ. ಜೊತೆಗೆ, ಇದೇ ದೂರಿನ ಆಧಾರದಲ್ಲಿ ಇದುವರೆಗೂ ಗುಪ್ತವಾಗಿದ್ದ ಕಂಟೇನರ್ ಹೈಜಾಕ್ ಪ್ರಕರಣ ಸಂಪೂರ್ಣ ಬಹಿರಂಗವಾಗಿದೆ. ತಕ್ಷಣ ಮಹಾರಾಷ್ಟ್ರ ಪೊಲೀಸರು ತಕ್ಷಣ ಕಾರ್ಯಾಚರಣೆ ಆರಂಭಿಸಿ, ನಾಲ್ವರು ಆರೋಪಿಗಳನ್ನ ಬಂಧಿಸಿದ್ದಾರೆ. ಇನ್ನೂ ಇಬ್ಬರು ಪ್ರಮುಖ ಆರೋಪಿಗಳ ಪತ್ತೆಗೆ ಬಲೆ ಬೀಸಿದ್ದಾರೆ. — [8, 1100, 182, 1235]
article-text: ಗುಂಜೂರಿನಿಂದ ವೈಟ್ ಫೀಲ್ಡ್ ಕಡೆಗೆ ಸಂಚರಿಸುವ ಲಘು ವಾಹನಗಳು ಗುಂಜೂರಿನ ಶ್ರೀರಾಮದೇವಾಲಯದ ಬಳಿ ಬಲ ತಿರುವು ಪಡೆದು ಹಲಗಪಳ್ಳ ರಸ್ತೆಯಿಂದ ಮಧುರನಗರದ ಮೂಲಕ ಸೂರಯಾಣಕ ಮತ್ತು ವಾಲೇಪುರ ಮೂಲಕ ಹಾಗೂ ವರ್ತೂರು ಕಾಲೇಜು ಮೂಲಕ ವೈಟ್ ಫೀಲ್ಡ್ ಕಡೆಗೆ ಸಂಚರಿಸಬಹುದು. ಗುಂಜೂರು ಕಡೆಯಿಂದ ಬರುವ ವಾಹನ ಸವಾರರು ಕುಂದಲಹಳ್ಳಿ ಮತ್ತು ಮಾರತ್ ಹಳ್ಳಿ ಕಡೆಗೆ ಸಂಚರಿಸುವ ಲಘು ವಾಹನಗಳು ಗುಂಜೂರು ಕೆ.ಎಸ್.ಸಿ ರಸ್ತೆ, ಪಣತ್ತೂರು ರೈಲ್ವೆ ಬ್ರಿಡ್ಜ್ ಮೂಲಕ ಹಾಗೂ ಏರ್ ಗಯಾರ್ ಕಡೆಯಿಂದ ಸಂಚರಿಸುವಂತೆ ಸಂಚಾರ ಪೊಲೀಸರು ಕೋರಿದ್ದಾರೆ. — [382, 1210, 554, 1311]
article-headline-line1: ಆರೆಂಜ್ ಲೈನ್ ಮೆಟ್ರೋ ಕಾಮಗಾರಿ; — [705, 67, 904, 87]
article-text: ತನಿಖೆಯಲ್ಲಿ ಬಿಎಂಎಸ್ ಟ್ರಸ್ಟ್‌ನ ಎಂಜಿನಿಯರಿಂಗ್ ಕಾಲೇಜುಗಳಲ್ಲಿ ಸೀಟ್ ಬ್ಯಾಕಿಂಗ್ ನಡೆಯುತ್ತಿರುವುದು ಪತ್ತೆಯಾಗಿದೆ. ಕಾಲೇಜು ಆಡಳಿತ ಮಂಡಳ ಮಧ್ಯವರ್ತಿಗಳು ಹಾಗೂ ಏಜೆಂಟರ ಮೂಲಕ ವಿದ್ಯಾರ್ಥಿಗಳಿಂದ ನೇರವಾಗಿ ಮತ್ತು ಶೈಕ್ಷಣಿಕ ಸಲಹೆಗಾರರ ಮೂಲಕ ಹಣ ಸಂಗ್ರಹಿಸುತ್ತಿದ್ದದ್ದು ಬೆಳಕಿಗೆ ಬಂದಿದೆ. ಈ ಹಣವನ್ನು ಟ್ರಸ್ಟ್ನ ಲೆಕ್ಕಪತ್ರಗಳಲ್ಲಿ ದಾಖಲಿಸದೆ, ಸೀಟ್‌ಗಳನ್ನು ನಿಗದಿತ ಶುಲ್ಕಕ್ಕಿಂತ 10 ಪಟ್ಟು — [8, 1345, 182, 1412]
article-text: ಅಬಕಾರಿ ಇಲಾಖೆಯಲ್ಲಿ ಕೋಟಿ ಕೋಟಿ ಲಂಚಕ್ಕೆ ಬೇಡಿಕೆಯಿಟ್ಟ ಪ್ರಕರಣದ ತನಿಖೆ ಚುರುಕುಗೊಂಡಿದೆ. ಲೋಕಾಯುಕ್ತ ಎಫ್‌ಐಆರ್ ನಲ್ಲಿರುವ ಮಿನಿಸ್ಟರ್ ಪದ ಅಬಕಾರಿ ಸಚಿವರಿಗೆ ಸಂಕಷ್ಟ ತರುತ್ತಾ ಅನ್ನೋದು ತೀವ್ರ ಕುತೂಹಲ ಹುಟ್ಟಿಸಿದೆ. — [209, 137, 353, 192]
story-column — [767, 782, 935, 1020]
article-text: ಬಿಎಂಆರ್‌ಸಿಎಲ್ ಆರೆಂಜ್ ಲೈನ್ ಮಾರ್ಗದ ಕಾಮಗಾರಿ ಮುಗಿಯುವವರೆಗೂ ಈ ಭಾಗದಲ್ಲಿ ಸಂಚಾರ ದಟ್ಟಣೆ ಇರಲಿದೆ ಎಂದು ತಿಳಿಸಿದ್ದು, ಪರ್ಯಾಯ ಮಾರ್ಗಗಳ ವ್ಯವಸ್ಥೆ ಮಾಡಲಾಗುವುದು ಎಂದು ಭರವಸೆ ನೀಡಿದೆ. ಡೆಮಾಲಿಷನ್ ಕಾರ್ಯ ಶೀಘ್ರ ಆರಂಭವಾಗಲಿದ್ದು, ಸ್ಥಳೀಯರು ಪರ್ಯಾಯ ರಸ್ತೆ ಬಳಸುವಂತೆ ಸೂಚಿಸಲಾಗಿದೆ. — [672, 361, 937, 405]
dateline: ಚಿಕ್ಕಬಳ್ಳಾಪುರ: — [209, 489, 246, 499]
story-column — [209, 136, 353, 426]
article-text: ಗನ್ ಪಾಯಿಂಟ್‌ನಲ್ಲಿ ಅಪಹರಿಸಿದ್ದರು. ನಂತರ ಸಂದೀಪ್‌ನನ್ನ ಸುಮಾರು ಒಂದೂವರೆ ತಿಂಗಳ ಕಾಲ ಅಕ್ರಮ ಬಂಧನದಲ್ಲಿಟ್ಟು, ಕಂಟೇನರ್ ಹೈಜಾಕ್‌ಗೆ ನೀನೇ ಕಾರಣ ಅಂತ ಚಿತ್ರಹಿಂಸೆ ಕೊಟ್ಟಿದ್ದರು. — [8, 1063, 182, 1096]
sub-headline: ಯುದ್ಧದ ಆತಂಕ — [432, 1317, 504, 1334]
section-header: ಪ್ರದೇಶ– ಸಮಾಚಾರ — [716, 21, 938, 50]
article-text: ಗಾಯಗೊಂಡವರನ್ನು ತಕ್ಷಣ ಆಸ್ಪತ್ರೆಗೆ ದಾಖಲಿಸಲಾಗಿದ್ದು, ಮೂವರ ಸ್ಥಿತಿ ಗಂಭೀರವಾಗಿದೆ ಎಂದು ತಿಳಿದುಬಂದಿದೆ. ಸ್ಥಳಕ್ಕೆ ಪೊಲೀಸರು ಭೇಟಿ ನೀಡಿ ಪರಿಶೀಲನೆ ನಡೆಸಿದ್ದಾರೆ. ಕಟೌಟ್ ಅಳವಡಿಕೆ ವೇಳೆ ಸುರಕ್ಷತಾ ಕ್ರಮ ಪಾಲಿಸಿಲ್ಲ ಎಂಬ ಆರೋಪ ಕೇಳಿಬಂದಿದೆ. — [8, 959, 266, 1003]
section-rule — [209, 441, 937, 442]
highlight-text: ಮುಡಾ ನಿವೇಶನಗಳನ್ನ ಅಕ್ರಮ ಮಾರ್ಗದಲ್ಲಿ ಹಂಚಿಕೆ ಮಾಡಿರುವ ಪ್ರಕರಣ ಸಂಬಂಧ ಇ.ಡಿ ತನಿಖೆ ನಡೆಸುತ್ತಿದೆ. ಇದುವರೆಗೂ 460 ಕೋಟಿ ರೂ. ಮೌಲ್ಯದ ಆಸ್ತಿ ಮುಟ್ಟುಗೋಲು ಹಾಕಿಕೊಂಡಿದೆ. ಕೆ.ಆರ್ ನಗರ, ಮೈಸೂರು ಸೇರಿದಂತೆ ಹಲವೆಡೆ ಇರುವ ಆಸ್ತಿಗಳನ್ನ ಜಪ್ತಿ ಮಾಡಲಾಗಿದ್ದು, ಇ.ಡಿ ತನಿಖೆ ಮುಂದುವರಿದಿದೆ. ಇ.ಡಿ ಇಟ್ಟ ಮಾಹಿತಿ. — [718, 544, 822, 647]
highlight-text: ಇನ್ನು ಸರ್ಕಾರದಲ್ಲಿ ಭ್ರಷ್ಟಾಚಾರ ಮಿತಿ ಮೀರಿದೆ ಎಂದು ಬಿಜೆಪಿ ಮುಖಂಡ ಚಲವಾದಿ ನಾರಾಯಣಸ್ವಾಮಿ ವಾಗ್ದಾಳಿ ನಡೆಸಿದ್ದಾರೆ. ಅಬಕಾರಿ ಇಲಾಖೆಯಲ್ಲಿ ಅಕ್ರಮ ಆಗಿದೆ. ಅಧಿಕಾರಿಗಳು ಸುಲಿಗೆ ಮಾಡ್ತಿದ್ದಾರೆ. ಆಡಿಯೋದಲ್ಲಿ ಸಚಿವರ ಹೆಸರು ಇದೆ, ಅವರ ಮಗನ ಹೆಸರು ಇದೆ. ಕೇರಳ ಚುನಾವಣೆಗೆ ಈ ಹಣ ಹೋಗುತ್ತೆ ಅಂತಾ ಗಂಭೀರ ಆರೋಪ ಮಾಡಿದ್ದಾರೆ. ತಕ್ಷಣ ಸಚಿವ ಆರ್.ಬಿ ತಿಮ್ಮಾಪುರ ರಾಜೀನಾಮೆ ಪಡೆಯಬೇಕು, ಇಲ್ಲವೇ ಆವರನ್ನ ಸಂಪುಟದಿಂದ ಸಿಎಂ ವಜಾ ಮಾಡಬೇಕು ಎಂದು ಆಗ್ರಹಿಸಿದ್ದಾರೆ. — [518, 177, 653, 295]
article-text: ಪ್ರಕರಣ ಸಂಬಂಧ 2016ರ ಅಕ್ಟೋಬರ್‌ನಲ್ಲಿ ಪತ್ರಕರ್ತ ಹಾಗೂ ಬಘೇಲ್ ಸಹವರ್ತಿಯೂ ಆಗಿದ್ದ ವಿನೋದ್ ಶರ್ಮಾನನ್ನ 500 ಸಿಡಿಗಳೊಂದಿಗೆ ಉತ್ತರ ಪ್ರದೇಶದಲ್ಲಿ ಬಂಧಿಸಲಾಗಿತ್ತು. ವಿಡಿಯೋವನ್ನ ರಾಜಕೀಯ ವಲಯದಲ್ಲಿ ಪ್ರಸಾರ ಮಾಡಿ ಮುನ್ನಾಭ್ ಅವರ ಖ್ಯಾತಿಗೆ ಕಳಂಕ ತರುತ್ತಿದ್ದಾರೆ ಎಂಬ ಆರೋಪದ ಮೇಲೆ ಬಂಧಿಸಲಾಗಿತ್ತು. ನಂತರ ಮುನ್ನಾಭ್ ಸಲ್ಲಿಸಿದ ಎಫ್ಐಆರ್ ಮೇಲೆ ಅಂದಿನ ಕಾಂಗ್ರೆಸ್ ಅಧ್ಯಕ್ಷ ಭೂಪೇಶ್ ಬಘೇಲ್ ಅವನ್ನ 14 ದಿನ ನ್ಯಾಯಾಂಗ ಬಂಧನಕ್ಕೆ ಕಳಿಸಲಾಗಿತ್ತು. ನಂತರ ಈ ಪ್ರಕರಣವನ್ನ ಸಿಬಿಐ ತನಿಖೆಗೆ ವಹಿಸಲಾಯಿತು. ಸಿಬಿಐ ತನಿಖೆ ಕೈಗೆತ್ತಿಕೊಂಡ ನಂತರ ಸುದೀರ್ಘ ತನಿಖೆ ನಡೆಸಿ ಬಘೇಲ್ ಸೇರಿದಂತೆ 6 ಆರೋಪಿಗಳ ವಿರುದ್ಧ ಪೂರಕ ದೋಷಾರೋಪ ಪಟ್ಟಿ ಸಲ್ಲಿಸಿತು. ಈ ಪ್ರಕರಣವು ಹಲವಾರು ವರ್ಷಗಳಿಂದ ಕಾನೂನು ಪರಿಶೀಲನೆಯಲ್ಲಿದೆ. 2024ರಲ್ಲಿ ಛತ್ತೀಸ್‌ಗಢದ ಮ್ಯಾಜಿಸ್ಟ್ರೇಟ್ ಕೋರ್ಟ್ ಪ್ರಕರಣದಿಂದ ಬಘೇಲ್‌ಗೆ ರಿಲೀಫ್ ಕೊಟ್ಟಿತ್ತು. ಆದರೀಗ ಸಿಬಿಐ ಕೋರ್ಟ್ ಮಿಂಬಾಸೆಯನ್ನ ರದ್ದುಗೊಳಿಸಿದೆ. — [566, 1123, 744, 1281]
highlight-box-cyan — [713, 504, 828, 732]
article-headline: ಕಟೌಟ್ ಮುರಿದು ಬಿದ್ದು ಮೂವರು ಗಂಭೀರ — [50, 753, 329, 777]
sub-headline: ಸಜೀವ ದಹನ — [438, 1390, 498, 1407]
story-column — [600, 504, 708, 732]
column-divider — [203, 67, 204, 744]
article-text: ಬಾರ್ ಲೈಸೆನ್ಸ್ ಕೊಡಲು ಅಬಕಾರಿ ಇಲಾಖೆ ಅಧಿಕಾರಿಗಳು ಕೋಟಿ ಕೋಟಿ ಹಣಕ್ಕೆ ಡಿಮ್ಯಾಂಡ್ ಮಾಡಿರುವ ಆರೋಪ ಜೋರಾಗಿ ಸದ್ದು ಮಾಡ್ತಿದೆ. ಸಿಎಲ್ 7 ಬಾರ್ ಲೈಸೆನ್ಸ್ ಕೊಡಲು ಮುಂಗಡವಾಗಿ 50 ಲಕ್ಷ ಲಂಚದ ಹಣ ಪಡೆಯುವಾಗ ಅಬಕಾರಿ ಇಲಾಖೆ ಡಿಸಿ ಹಾಗೂ ಎಸಿ — [209, 197, 353, 252]
masthead-divider — [52, 9, 53, 52]
article-text: ಅಬಕಾರಿ ಇನ್ಸ್‌ಪೆಕ್ಟರ್, ಡಿಸಿ ಕಚೇರಿ, ಅಬಕಾರಿ ಡಿಸಿ ಕಚೇರಿ, ಆಲ್ವಿಂದ ಕಮೀಷನರ್ ಆಫೀಸಲ್ಲಿ ನಾಲ್ಕು ಟೇಬಲ್, ಜೆ.ಸಿ, ಹೆಚ್ಚುವರಿ ಆಯುಕ್ತರು, ಇಬ್ಬರು ಡಿಸಿ ಗಳಿಗೆ ಲಂಚದ ಹಣ ನೀಡಬೇಕಿರುತ್ತೆ ಎಂದು ದೂರುದಾರನ ಬಳಿ ಮಾತನಾಡಿರುವ ಅಂಶಗಳನ್ನ ಎಫ್‌ಐಆರ್ ಪ್ರತಿಯಲ್ಲಿ ಉಲ್ಲೇಖ ಮಾಡಲಾಗಿದೆ. — [360, 228, 504, 295]
highlight-title: ಒಟ್ಟು 460 ಕೋಟಿ ಆಸ್ತಿ ಮುಟ್ಟುಗೋಲು — [718, 509, 822, 540]
dateline: ಬೆಂಗಳೂರು: — [672, 113, 705, 123]
continued-from-page-one-banner: ಮೊದಲನೇ ಪುಟದಿಂದ... — [382, 1039, 554, 1064]
page-number: 2 — [17, 5, 40, 56]
photo-caption: ಸೆಟಲ್‌ಮೆಂಟ್ ಬಡಾವಣೆಯ ಮಹಿಳೆ, ಮನೆ ಕೇಳಲೆಂದು ಮಗ ಶಶಿಕಾಂತ ಕ್ಯಾರಕ್ಟ್ ಜೊತೆಗೆ ಬಂದಿದ್ದರು. ಕಟೌಟ್ ಬೀಳುತ್ತಿದ್ದ ವೇಳೆ ಮಗ ಶಶಿಕಾಂತ ತಪ್ಪಿಸಿಕೊಂಡಿದ್ದಾನೆ. ತಾಯಿಗೆ ಕಟೌಟ್ ತಾಗಿ ಗಾಯಗೊಂಡಿದ್ದಾರೆ ಎಂದು ಸಂಗೀತ್ ಮಾಂಜಿಗಳು ತಿಳಿಸಿದೆ. — [146, 949, 371, 979]
story-column — [832, 504, 937, 732]
threat-two-panel-photo — [316, 489, 478, 581]
marigowda-portrait-photo — [600, 504, 708, 626]
column-divider — [666, 67, 667, 438]
paper-name-dark: ಮುಗಿಲು — [122, 6, 182, 31]
article-ed-seizure — [490, 447, 937, 744]
article-bar-licence-fir — [209, 67, 660, 437]
sub-headline: ಸಿಡಿ ಪ್ರಕರಣ — [628, 1101, 682, 1118]
officer-portrait-photo — [209, 256, 265, 330]
inline-subhead: ಸವಾಲಾಗಿ ಹೇಳಿದ ರಾಜ್ಯಪಾಲರು: — [541, 979, 626, 989]
bottom-column-5 — [756, 1039, 937, 1485]
article-text: ಕರ್ನಾಟಕ ವಿಧಾನಸಭೆಯ ವಿಶೇಷ ಅಧಿವೇಶನದಲ್ಲಿ ರಾಜ್ಯಪಾಲರ ಭಾಷಣದ ವೇಳೆ ಭಾರೀ ಗದ್ದಲ ಉಂಟಾಗಿತ್ತು. ಭಾಷಣದ ಕೆಲ ಭಾಗಗಳನ್ನಷ್ಟೇ ಓದಿದ ರಾಜ್ಯಪಾಲರು ನಂತರ ಸಭೆಯಿಂದ ನಿರ್ಗಮಿಸಿದ್ದರು. ಸರ್ಕಾರದ ಸಾಧನೆಗಳನ್ನು ಹೊಗಳುವ ಭಾಗಗಳನ್ನು ಓದಲು ಹಿಂದೇಟು ಹಾಕಿದ್ದರು ಎನ್ನಲಾಗಿದೆ. ಈ ಬೆಳವಣಿಗೆಗಳ ನಡುವೆ ಗಣರಾಜ್ಯೋತ್ಸವದ ಭಾಷಣವನ್ನು ರಾಜ್ಯಪಾಲರು ಪೂರ್ಣವಾಗಿ ಓದುತ್ತಾರಾ ಎಂಬ ಕುತೂಹಲ ಮೂಡಿದೆ. ರಾಜಭವನ ಹಾಗೂ ಸರ್ಕಾರದ ನಡುವಿನ ಸಂಬಂಧ ಮತ್ತಷ್ಟು ಹಳಸುವ ಸಾಧ್ಯತೆ ಇದೆ ಎಂದು ರಾಜಕೀಯ ವಿಶ್ಲೇಷಕರು ಅಭಿಪ್ರಾಯಪಟ್ಟಿದ್ದಾರೆ. — [767, 783, 935, 884]
article-text: ಅಪಹರಣ ಪ್ರಕರಣಕ್ಕೆ ಸಂಬಂಧಿಸಿದಂತೆ ಮಹಾರಾಷ್ಟ್ರ ಸಿಎಂ ದೇವೇಂದ್ರ ಫಡ್ನವಿಸ್ ಎಸ್ಐಟಿ ರಚಿಸಿ ಆದೇಶ ಹೊರಡಿಸಿದ್ದಾರೆ. ಎಲ್ಲಾ ಆಯಾಮಗಳಲ್ಲಿ ತನಿಖೆ ನಡೆಸುವಂತೆ ಸೂಚಿಸಿದ್ದಾರೆ. ಇತ್ತೀಚೆಗೆ ಮಹಾರಾಷ್ಟ್ರದಲ್ಲಿ ನಡೆದ ಸ್ಥಳೀಯ ಸಂಸ್ಥೆಗಳ ಚುನಾವಣೆಗೆ ಈ ಹಣ ಬಳಕೆ ಆಗಿರುವ ಸಾಧ್ಯತೆಯೂ ಇದೆ ಅನ್ನೋ ಅನುಮಾನ ದಟ್ಟವಾಗಿದೆ. — [8, 1239, 182, 1306]
